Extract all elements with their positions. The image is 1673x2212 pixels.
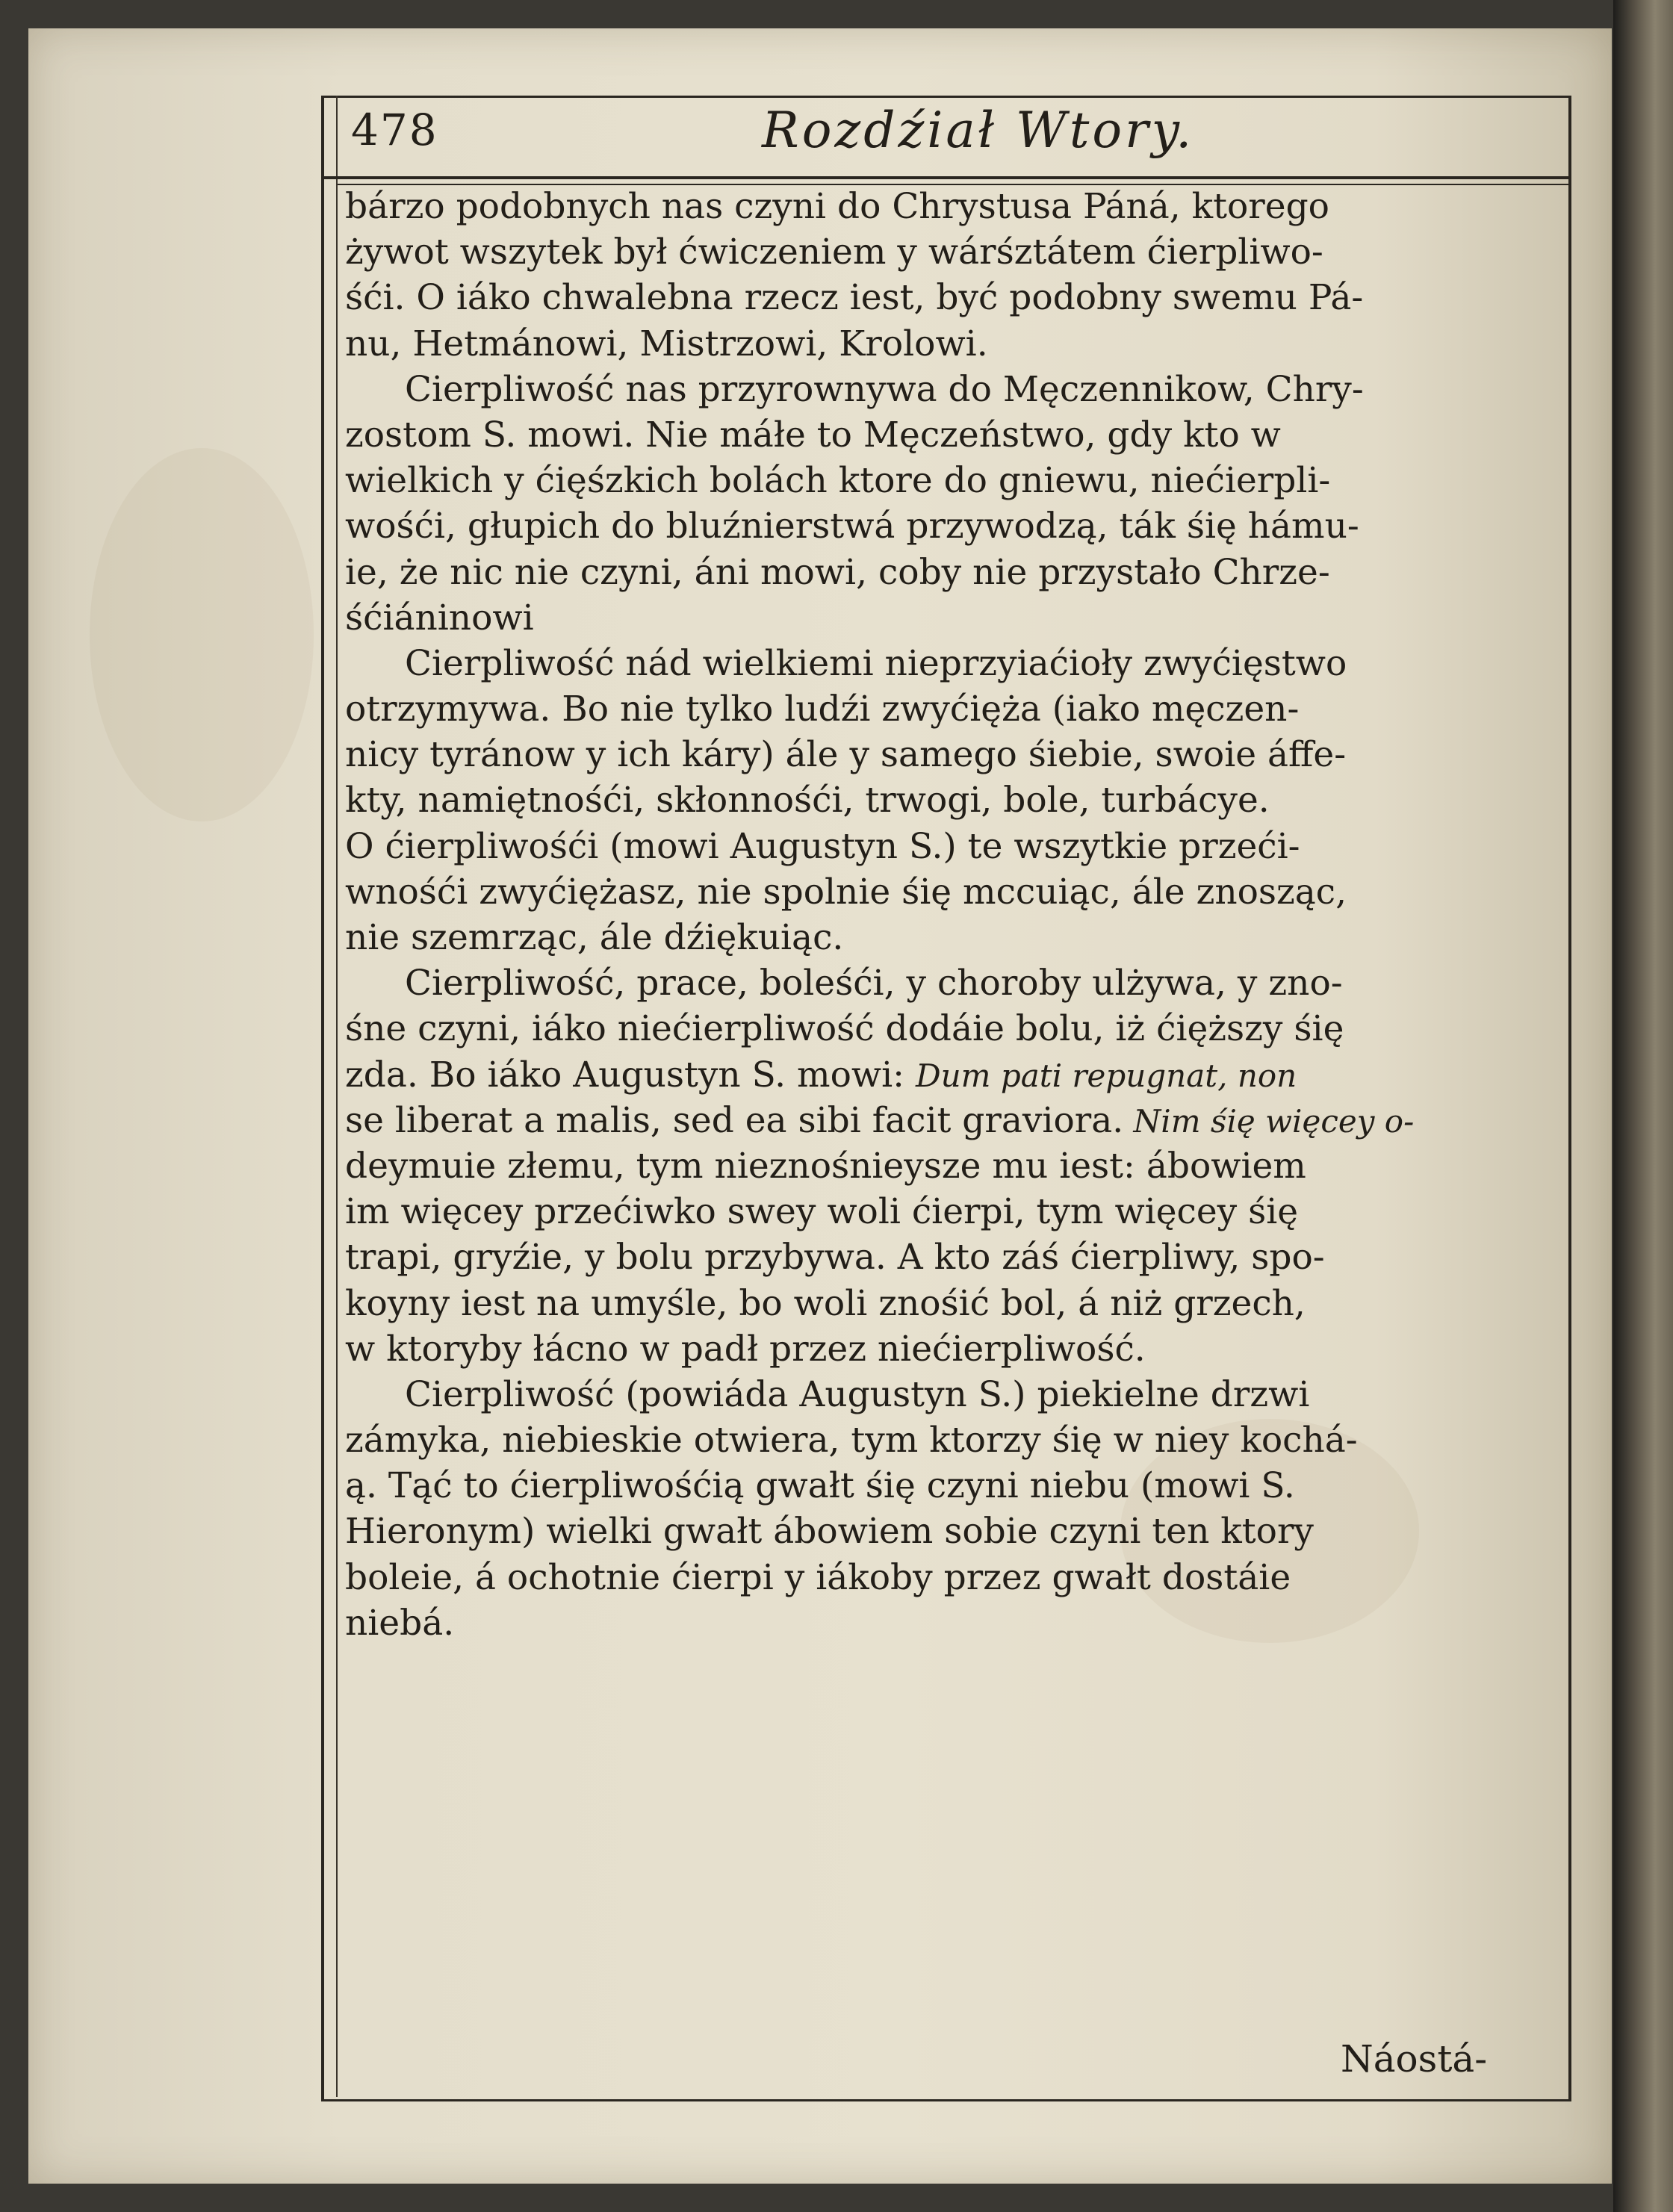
text-line: O ćierpliwośći (mowi Augustyn S.) te wszytkie przeći- (345, 825, 1300, 867)
text-line: zda. Bo iáko Augustyn S. mowi: Dum pati repugnat, non (345, 1054, 1297, 1096)
text-line: ie, że nic nie czyni, áni mowi, coby nie przystało Chrze- (345, 551, 1330, 593)
text-line: Hieronym) wielki gwałt ábowiem sobie czyni ten ktory (345, 1511, 1314, 1553)
frame-inner-rule (336, 96, 338, 2097)
text-line: ą. Tąć to ćierpliwośćią gwałt śię czyni niebu (mowi S. (345, 1465, 1295, 1507)
latin-quote: Nim śię więcey o- (1123, 1102, 1415, 1140)
page-number: 478 (351, 105, 438, 155)
text-line: nie szemrząc, ále dźiękuiąc. (345, 917, 844, 958)
text-line: koyny iest na umyśle, bo woli znośić bol, á niż grzech, (345, 1282, 1306, 1324)
header-rule (321, 176, 1568, 179)
text-line: Cierpliwość, prace, boleśći, y choroby ulżywa, y zno- (405, 963, 1343, 1004)
text-line: śći. O iáko chwalebna rzecz iest, być podobny swemu Pá- (345, 277, 1364, 319)
text-line: Cierpliwość (powiáda Augustyn S.) piekielne drzwi (405, 1373, 1310, 1415)
body-text (345, 184, 1558, 1646)
paper-stain (90, 448, 314, 821)
text-line: im więcey przećiwko swey woli ćierpi, tym więcey śię (345, 1191, 1299, 1233)
text-line: bárzo podobnych nas czyni do Chrystusa Páná, ktorego (345, 186, 1329, 227)
text-line: trapi, gryźie, y bolu przybywa. A kto záś ćierpliwy, spo- (345, 1237, 1325, 1279)
text-line: śćiáninowi (345, 597, 534, 639)
running-head: Rozdźiał Wtory. (762, 102, 1195, 159)
latin-quote: Dum pati repugnat, non (915, 1057, 1297, 1094)
text-line: zostom S. mowi. Nie máłe to Męczeństwo, gdy kto w (345, 414, 1281, 456)
text-line: deymuie złemu, tym nieznośnieysze mu iest: ábowiem (345, 1145, 1306, 1187)
text-line: Cierpliwość nád wielkiemi nieprzyiaćioły zwyćięstwo (405, 642, 1347, 684)
text-line: żywot wszytek był ćwiczeniem y wárśztátem ćierpliwo- (345, 232, 1323, 273)
text-line: w ktoryby łácno w padł przez niećierpliwość. (345, 1328, 1146, 1370)
text-line: otrzymywa. Bo nie tylko ludźi zwyćięża (iako męczen- (345, 689, 1300, 730)
text-line: nu, Hetmánowi, Mistrzowi, Krolowi. (345, 323, 988, 364)
catchword: Náostá- (1341, 2037, 1488, 2081)
text-line: nicy tyránow y ich káry) ále y samego śiebie, swoie áffe- (345, 734, 1347, 776)
facing-page-edge (1613, 0, 1673, 2212)
text-line: Cierpliwość nas przyrownywa do Męczennikow, Chry- (405, 368, 1364, 410)
text-line: kty, namiętnośći, skłonnośći, trwogi, bole, turbácye. (345, 780, 1270, 821)
text-line: zámyka, niebieskie otwiera, tym ktorzy śię w niey kochá- (345, 1420, 1358, 1461)
text-line: se liberat a malis, sed ea sibi facit graviora. Nim śię więcey o- (345, 1099, 1415, 1141)
text-line: wielkich y ćięśzkich bolách ktore do gniewu, niećierpli- (345, 460, 1331, 502)
text-line: śne czyni, iáko niećierpliwość dodáie bolu, iż ćięższy śię (345, 1008, 1344, 1050)
text-line: niebá. (345, 1602, 455, 1644)
text-line: wnośći zwyćiężasz, nie spolnie śię mccuiąc, ále znosząc, (345, 871, 1347, 913)
text-line: wośći, głupich do bluźnierstwá przywodzą, ták śię hámu- (345, 506, 1359, 547)
text-line: boleie, á ochotnie ćierpi y iákoby przez gwałt dostáie (345, 1556, 1291, 1598)
